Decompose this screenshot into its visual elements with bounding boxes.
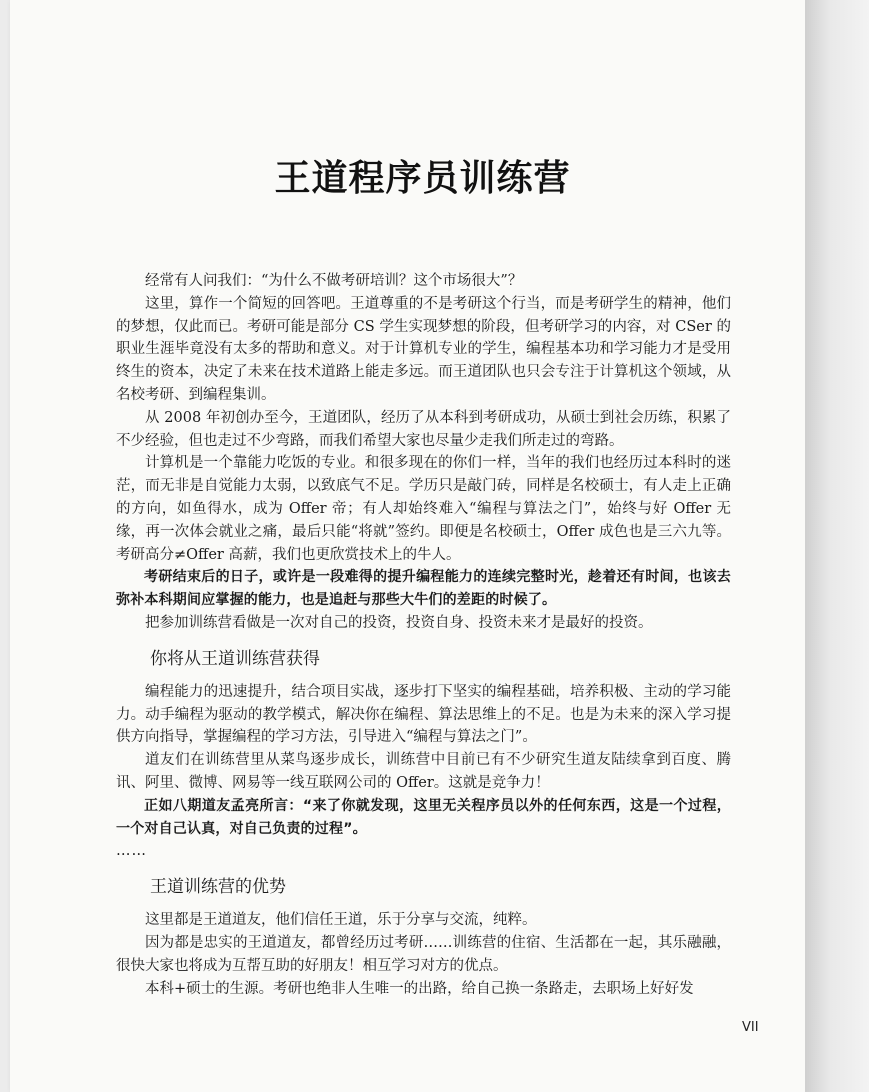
paragraph-offers: 道友们在训练营里从菜鸟逐步成长，训练营中目前已有不少研究生道友陆续拿到百度、腾讯、阿里、微博、网易等一线互联网公司的 Offer。这就是竞争力！: [116, 752, 731, 791]
paragraph-skills: 编程能力的迅速提升，结合项目实战，逐步打下坚实的编程基础，培养积极、主动的学习能力。动手编程为驱动的教学模式，解决你在编程、算法思维上的不足。也是为未来的深入学习提供方向指导，掌握编程的学习方法，引导进入“编程与算法之门”。: [116, 683, 731, 746]
paragraph-history: 从 2008 年初创办至今，王道团队，经历了从本科到考研成功，从硕士到社会历练，积累了不少经验，但也走过不少弯路，而我们希望大家也尽量少走我们所走过的弯路。: [116, 409, 731, 449]
paragraph-living: 因为都是忠实的王道道友，都曾经历过考研……训练营的住宿、生活都在一起，其乐融融，很快大家也将成为互帮互助的好朋友！相互学习对方的优点。: [116, 934, 731, 974]
paragraph-question: 经常有人问我们：“为什么不做考研培训？这个市场很大”？: [145, 273, 523, 289]
paragraph-answer: 这里，算作一个简短的回答吧。王道尊重的不是考研这个行当，而是考研学生的精神，他们的梦想，仅此而已。考研可能是部分 CS 学生实现梦想的阶段，但考研学习的内容，对 CSer 的职业生涯毕竟没有太多的帮助和意义。对于计算机专业的学生，编程基本功和学习能力才是受用终生的资本，决定了未来在技术道路上能走多远。而王道团队也只会专注于计算机这个领域，从名校考研、到编程集训。: [116, 295, 731, 403]
section-heading-gain: 你将从王道训练营获得: [150, 648, 320, 669]
page-number: VII: [742, 1020, 759, 1035]
paragraph-quote: 正如八期道友孟亮所言：“来了你就发现，这里无关程序员以外的任何东西，这是一个过程，一个对自己认真，对自己负责的过程”。: [116, 797, 731, 837]
page-content: [116, 270, 731, 1000]
section-heading-advantages: 王道训练营的优势: [150, 877, 286, 898]
paragraph-emphasis: 考研结束后的日子，或许是一段难得的提升编程能力的连续完整时光，趁着还有时间，也该去弥补本科期间应掌握的能力，也是追赶与那些大牛们的差距的时候了。: [116, 569, 731, 609]
paragraph-community: 这里都是王道道友，他们信任王道，乐于分享与交流，纯粹。: [145, 912, 537, 929]
paragraph-students: 本科+硕士的生源。考研也绝非人生唯一的出路，给自己换一条路走，去职场上好好发: [145, 980, 694, 997]
ellipsis: ……: [116, 843, 147, 860]
paragraph-investment: 把参加训练营看做是一次对自己的投资，投资自身、投资未来才是最好的投资。: [145, 614, 653, 631]
paragraph-ability: 计算机是一个靠能力吃饭的专业。和很多现在的你们一样，当年的我们也经历过本科时的迷茫，而无非是自觉能力太弱，以致底气不足。学历只是敲门砖，同样是名校硕士，有人走上正确的方向，如鱼得水，成为 Offer 帝；有人却始终难入“编程与算法之门”，始终与好 Offer 无缘，再一次体会就业之痛，最后只能“将就”签约。即便是名校硕士，Offer 成色也是三六九等。考研高分≠Offer 高薪，我们也更欣赏技术上的牛人。: [116, 455, 731, 563]
page-title: 王道程序员训练营: [274, 157, 571, 199]
